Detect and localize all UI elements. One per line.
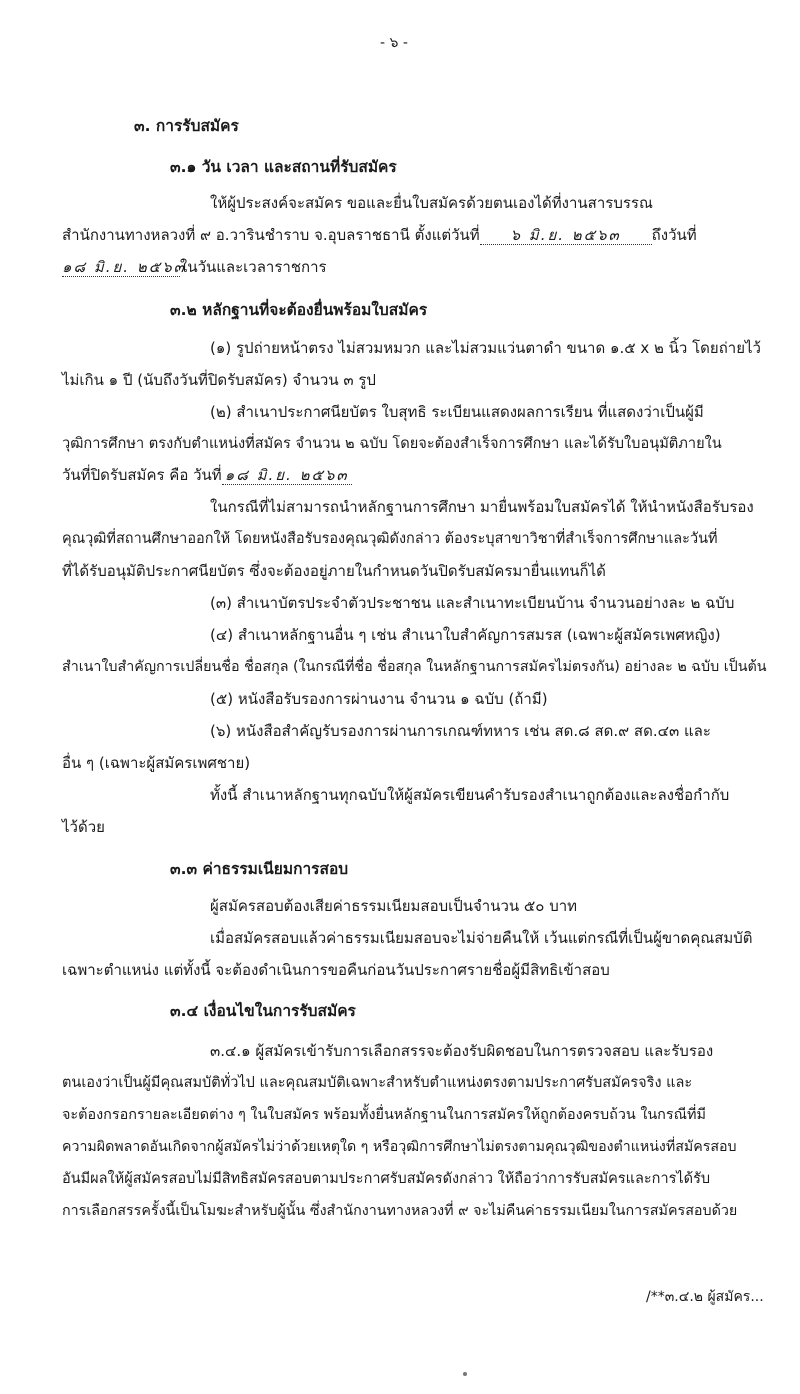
certify-line-2: ไว้ด้วย [62,818,105,836]
office-hours-text: ในวันและเวลาราชการ [180,258,327,276]
application-start-date: ๖ มิ.ย. ๒๕๖๓ [480,226,652,245]
condition-1-line-5: อันมีผลให้ผู้สมัครสอบไม่มีสิทธิสมัครสอบตามประกาศรับสมัครดังกล่าว ให้ถือว่าการรับสมัครและการได้รับ [62,1171,711,1187]
continuation-marker: /**๓.๔.๒ ผู้สมัคร... [646,1289,764,1305]
note-line-3: ที่ได้รับอนุมัติประกาศนียบัตร ซึ่งจะต้องอยู่ภายในกำหนดวันปิดรับสมัครมายื่นแทนก็ได้ [62,562,606,580]
certify-line-1: ทั้งนี้ สำเนาหลักฐานทุกฉบับให้ผู้สมัครเขียนคำรับรองสำเนาถูกต้องและลงชื่อกำกับ [210,786,730,804]
section-3-4-heading: ๓.๔ เงื่อนไขในการรับสมัคร [170,1002,356,1020]
condition-1-line-2: ตนเองว่าเป็นผู้มีคุณสมบัติทั่วไป และคุณสมบัติเฉพาะสำหรับตำแหน่งตรงตามประกาศรับสมัครจริง และ [62,1075,693,1091]
until-date-label: ถึงวันที่ [651,226,697,244]
section-3-3-heading: ๓.๓ ค่าธรรมเนียมการสอบ [170,860,349,878]
item-4-line-1: (๔) สำเนาหลักฐานอื่น ๆ เช่น สำเนาใบสำคัญการสมรส (เฉพาะผู้สมัครเพศหญิง) [210,626,721,644]
refund-line-2: เฉพาะตำแหน่ง แต่ทั้งนี้ จะต้องดำเนินการขอคืนก่อนวันประกาศรายชื่อผู้มีสิทธิเข้าสอบ [62,961,610,979]
application-location-text: สำนักงานทางหลวงที่ ๙ อ.วารินชำราบ จ.อุบลราชธานี ตั้งแต่วันที่ [62,226,480,244]
section-3-heading: ๓. การรับสมัคร [134,117,239,135]
page-number: - ๖ - [380,35,408,51]
condition-1-line-4: ความผิดพลาดอันเกิดจากผู้สมัครไม่ว่าด้วยเหตุใด ๆ หรือวุฒิการศึกษาไม่ตรงตามคุณวุฒิของตำแหน่งที่สมัครสอบ [62,1139,737,1155]
item-4-line-2: สำเนาใบสำคัญการเปลี่ยนชื่อ ชื่อสกุล (ในกรณีที่ชื่อ ชื่อสกุล ในหลักฐานการสมัครไม่ตรงกัน) อย่างละ ๒ ฉบับ เป็นต้น [62,659,767,675]
item-6-line-1: (๖) หนังสือสำคัญรับรองการผ่านการเกณฑ์ทหาร เช่น สด.๘ สด.๙ สด.๔๓ และ [210,722,711,740]
exam-fee-text: ผู้สมัครสอบต้องเสียค่าธรรมเนียมสอบเป็นจำนวน ๕๐ บาท [210,897,578,915]
item-2-line-3 [62,464,352,486]
section-3-1-para-line-1: ให้ผู้ประสงค์จะสมัคร ขอและยื่นใบสมัครด้วยตนเองได้ที่งานสารบรรณ [210,194,653,212]
closing-date-label: วันที่ปิดรับสมัคร คือ วันที่ [62,466,222,484]
item-3: (๓) สำเนาบัตรประจำตัวประชาชน และสำเนาทะเบียนบ้าน จำนวนอย่างละ ๒ ฉบับ [210,594,735,612]
condition-1-line-1: ๓.๔.๑ ผู้สมัครเข้ารับการเลือกสรรจะต้องรับผิดชอบในการตรวจสอบ และรับรอง [210,1042,714,1060]
closing-date: ๑๘ มิ.ย. ๒๕๖๓ [222,466,352,485]
note-line-2: คุณวุฒิที่สถานศึกษาออกให้ โดยหนังสือรับรองคุณวุฒิดังกล่าว ต้องระบุสาขาวิชาที่สำเร็จการศึกษาและวันที่ [62,531,718,547]
item-2-line-1: (๒) สำเนาประกาศนียบัตร ใบสุทธิ ระเบียนแสดงผลการเรียน ที่แสดงว่าเป็นผู้มี [210,403,704,421]
item-2-line-2: วุฒิการศึกษา ตรงกับตำแหน่งที่สมัคร จำนวน ๒ ฉบับ โดยจะต้องสำเร็จการศึกษา และได้รับใบอนุมัติภายใน [62,435,722,452]
condition-1-line-3: จะต้องกรอกรายละเอียดต่าง ๆ ในใบสมัคร พร้อมทั้งยื่นหลักฐานในการสมัครให้ถูกต้องครบถ้วน ในกรณีที่มี [62,1107,706,1123]
application-end-date: ๑๘ มิ.ย. ๒๕๖๓ [62,258,186,276]
section-3-1-para-line-2 [62,224,788,246]
condition-1-line-6: การเลือกสรรครั้งนี้เป็นโมฆะสำหรับผู้นั้น ซึ่งสำนักงานทางหลวงที่ ๙ จะไม่คืนค่าธรรมเนียมในการสมัครสอบด้วย [62,1203,738,1219]
item-6-line-2: อื่น ๆ (เฉพาะผู้สมัครเพศชาย) [62,754,251,772]
scan-speck [463,1372,467,1376]
section-3-2-heading: ๓.๒ หลักฐานที่จะต้องยื่นพร้อมใบสมัคร [170,301,428,319]
section-3-1-heading: ๓.๑ วัน เวลา และสถานที่รับสมัคร [170,158,397,176]
refund-line-1: เมื่อสมัครสอบแล้วค่าธรรมเนียมสอบจะไม่จ่ายคืนให้ เว้นแต่กรณีที่เป็นผู้ขาดคุณสมบัติ [210,929,753,947]
item-1-line-1: (๑) รูปถ่ายหน้าตรง ไม่สวมหมวก และไม่สวมแว่นตาดำ ขนาด ๑.๕ x ๒ นิ้ว โดยถ่ายไว้ [210,339,761,357]
section-3-1-para-line-3 [62,256,327,278]
item-1-line-2: ไม่เกิน ๑ ปี (นับถึงวันที่ปิดรับสมัคร) จำนวน ๓ รูป [62,371,376,389]
item-5: (๕) หนังสือรับรองการผ่านงาน จำนวน ๑ ฉบับ (ถ้ามี) [210,690,548,708]
note-line-1: ในกรณีที่ไม่สามารถนำหลักฐานการศึกษา มายื่นพร้อมใบสมัครได้ ให้นำหนังสือรับรอง [210,498,754,516]
